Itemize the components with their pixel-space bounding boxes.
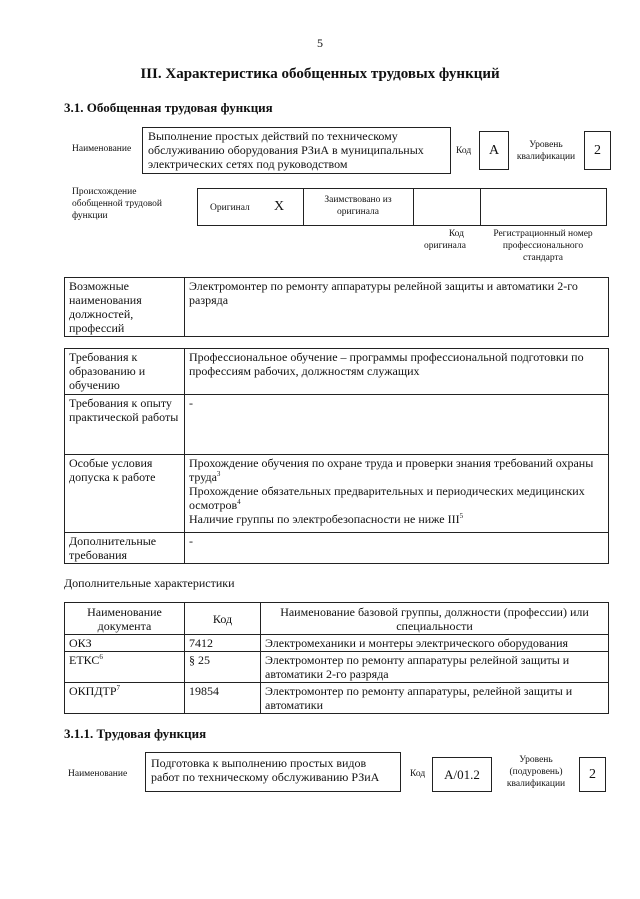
table-row: [65, 533, 609, 564]
additional-table: [64, 602, 609, 714]
special-conditions-value: [185, 455, 609, 533]
footnote-5: 5: [459, 512, 464, 520]
education-value: Профессиональное обучение – программы профессиональной подготовки по профессиям рабочих, должностям служащих: [185, 349, 609, 395]
function-name-box: Выполнение простых действий по техническому обслуживанию оборудования РЗиА в муниципальных электрических сетях под руководством: [142, 127, 451, 174]
tf-name-label: Наименование: [68, 769, 128, 779]
reg-number-label: Регистрационный номер профессионального стандарта: [493, 229, 593, 263]
table-row: [65, 683, 609, 714]
code-original-label: Код оригинала: [424, 229, 466, 251]
footnote-7: 7: [116, 684, 121, 692]
okpdtr-doc-cell: [65, 683, 185, 714]
etks-name: Электромонтер по ремонту аппаратуры релейной защиты и автоматики 2-го разряда: [261, 652, 609, 683]
condition-line-1: Прохождение обучения по охране труда и проверки знания требований охраны труда: [189, 456, 594, 484]
name-label: Наименование: [72, 144, 132, 154]
section-title: III. Характеристика обобщенных трудовых функций: [140, 66, 500, 82]
special-conditions-label: Особые условия допуска к работе: [65, 455, 185, 533]
footnote-3: 3: [216, 470, 221, 478]
origin-table: [197, 188, 607, 226]
tf-name-box: Подготовка к выполнению простых видов работ по техническому обслуживанию РЗиА: [145, 752, 401, 792]
condition-line-3: Наличие группы по электробезопасности не ниже III: [189, 512, 460, 526]
etks-doc-cell: [65, 652, 185, 683]
okz-name: Электромеханики и монтеры электрического оборудования: [261, 635, 609, 652]
table-row: [65, 652, 609, 683]
okz-code: 7412: [185, 635, 261, 652]
tf-level-label: Уровень (подуровень) квалификации: [506, 755, 566, 789]
original-label: Оригинал: [210, 203, 250, 213]
footnote-6: 6: [99, 653, 103, 661]
requirements-table: [64, 348, 609, 564]
header-name: Наименование базовой группы, должности (профессии) или специальности: [261, 603, 609, 635]
tf-code-box: A/01.2: [432, 757, 492, 792]
etks-code: § 25: [185, 652, 261, 683]
experience-label: Требования к опыту практической работы: [65, 395, 185, 455]
okz-doc: ОКЗ: [65, 635, 185, 652]
additional-req-label: Дополнительные требования: [65, 533, 185, 564]
original-mark: X: [274, 199, 285, 214]
positions-value: Электромонтер по ремонту аппаратуры релейной защиты и автоматики 2-го разряда: [185, 278, 609, 337]
table-row: [65, 635, 609, 652]
code-value-box: A: [479, 131, 509, 170]
origin-label: Происхождение обобщенной трудовой функции: [72, 187, 162, 221]
experience-value: -: [185, 395, 609, 455]
positions-label: Возможные наименования должностей, профессий: [65, 278, 185, 337]
tf-level-box: 2: [579, 757, 606, 792]
section-3-1-heading: 3.1. Обобщенная трудовая функция: [64, 100, 273, 115]
code-label: Код: [456, 146, 472, 156]
table-row: [65, 455, 609, 533]
etks-doc: ЕТКС: [69, 653, 100, 667]
level-value-box: 2: [584, 131, 611, 170]
tf-code-label: Код: [410, 769, 426, 779]
table-row: [65, 349, 609, 395]
additional-title: Дополнительные характеристики: [64, 576, 235, 590]
education-label: Требования к образованию и обучению: [65, 349, 185, 395]
page-number: 5: [317, 36, 323, 50]
section-3-1-1-heading: 3.1.1. Трудовая функция: [64, 726, 207, 741]
condition-line-2: Прохождение обязательных предварительных и периодических медицинских осмотров: [189, 484, 585, 512]
positions-table: [64, 277, 609, 337]
additional-req-value: -: [185, 533, 609, 564]
header-code: Код: [185, 603, 261, 635]
header-document: Наименование документа: [65, 603, 185, 635]
okpdtr-name: Электромонтер по ремонту аппаратуры, релейной защиты и автоматики: [261, 683, 609, 714]
borrowed-label: Заимствовано из оригинала: [324, 195, 392, 217]
level-label: Уровень квалификации: [516, 140, 576, 162]
table-row: [65, 395, 609, 455]
table-header-row: [65, 603, 609, 635]
okpdtr-code: 19854: [185, 683, 261, 714]
okpdtr-doc: ОКПДТР: [69, 684, 117, 698]
footnote-4: 4: [237, 498, 241, 506]
